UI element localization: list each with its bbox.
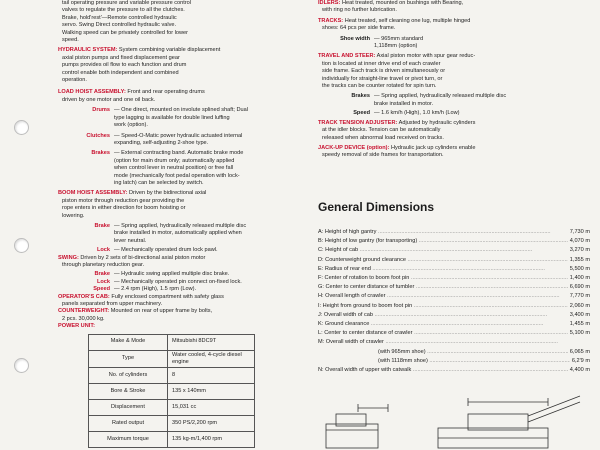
dimension-label: M: Overall width of crawler ..... (318, 338, 588, 347)
dimension-label: B: Height of low gantry (for transporting) ..... (318, 237, 568, 246)
dimension-value: 7,770 m (568, 292, 590, 301)
dimension-row (318, 283, 590, 292)
power-unit-table (88, 334, 255, 449)
brakes-spec: Brakes — External contracting band. Automatic brake mode (option for main drum only; automatically applied when control lever in neutral position) or free fall mode (mechanically foot pedal operation with lock- ing latch) can be selected by switch. (91, 150, 244, 186)
binder-hole (14, 238, 29, 253)
dimension-label: K: Ground clearance ..... (318, 320, 568, 329)
binder-hole (14, 358, 29, 373)
dimension-label: N: Overall width of upper with catwalk ..... (318, 366, 568, 375)
drums-spec: Drums — One direct, mounted on involute splined shaft; Dual type lagging is available for double lined luffing work (option). (92, 107, 249, 129)
dimension-row (318, 338, 590, 347)
swing-lock-spec: Lock — Mechanically operated pin connect on-fixed lock. (96, 278, 242, 285)
dimension-label: (with 965mm shoe) ..... (318, 348, 568, 357)
dimension-row (318, 348, 590, 357)
operators-cab-section: OPERATOR'S CAB: Fully enclosed compartment with safety glass panels separated from upper machinery. (58, 293, 224, 308)
travel-steer-section: TRAVEL AND STEER: Axial piston motor with spur gear reduc- tion is located at inner drive end of each crawler side frame. Each track is driven simultaneously or individually for straight-line travel or pivot turn, or the tracks can be counter rotated for spin turn. (318, 53, 476, 90)
dimension-label: F: Center of rotation to boom foot pin ..... (318, 274, 568, 283)
idlers-section: IDLERS: Heat treated, mounted on bushings with Bearing, with ring no further lubrication. (318, 0, 464, 14)
counterweight-section: COUNTERWEIGHT: Mounted on rear of upper frame by bolts, 2 pcs. 30,000 kg. (58, 308, 213, 322)
dimension-value: 7,730 m (568, 228, 590, 237)
crane-dimension-drawing (318, 394, 590, 450)
dimension-value: 2,060 m (568, 302, 590, 311)
binder-hole (14, 120, 29, 135)
table-row: Rated output 350 PS/2,200 rpm (89, 416, 255, 432)
dimension-value (588, 338, 590, 347)
dimension-row (318, 237, 590, 246)
shoe-width-spec: Shoe width — 965mm standard 1,118mm (option) (340, 35, 424, 50)
dimension-label: C: Height of cab ..... (318, 246, 568, 255)
load-hoist-section: LOAD HOIST ASSEMBLY: Front and rear operating drums driven by one motor and one oil back. (58, 89, 205, 103)
dimension-row (318, 265, 590, 274)
table-row: Maximum torque 135 kg-m/1,400 rpm (89, 432, 255, 448)
dimension-row (318, 292, 590, 301)
travel-speed-spec: Speed — 1.6 km/h (High), 1.0 km/h (Low) (353, 110, 460, 117)
dimension-row (318, 311, 590, 320)
dimension-row (318, 329, 590, 338)
swing-section: SWING: Driven by 2 sets of bi-directional axial piston motor through planetary reduction gear. (58, 254, 206, 268)
dimension-label: H: Overall length of crawler ..... (318, 292, 568, 301)
swing-brake-spec: Brake — Hydraulic swing applied multiple disc brake. (94, 271, 230, 278)
dimension-value: 3,400 m (568, 311, 590, 320)
left-column (58, 0, 302, 448)
dimension-value: 1,355 m (568, 256, 590, 265)
tracks-section: TRACKS: Heat treated, self cleaning one lug, multiple hinged shoes: 64 pcs per side frame. (318, 17, 471, 32)
dimensions-list (318, 228, 590, 375)
dimension-label: J: Overall width of cab ..... (318, 311, 568, 320)
dimension-row (318, 228, 590, 237)
dimension-value: 4,070 m (568, 237, 590, 246)
dimension-row (318, 357, 590, 366)
right-column (318, 0, 590, 160)
dimension-value: 3,270 m (568, 246, 590, 255)
dimension-label: G: Center to center distance of tumbler ..... (318, 283, 568, 292)
dimension-row (318, 302, 590, 311)
dimension-value: 5,100 m (568, 329, 590, 338)
table-row: Make & Mode Mitsubishi 8DC9T (89, 334, 255, 350)
swing-speed-spec: Speed — 2.4 rpm (High), 1.5 rpm (Low). (93, 286, 197, 293)
dimension-row (318, 320, 590, 329)
dimension-label: I: Height from ground to boom foot pin ..... (318, 302, 568, 311)
dimension-row (318, 366, 590, 375)
jack-up-section: JACK-UP DEVICE (option): Hydraulic jack up cylinders enable speedy removal of side frames for transportation. (318, 144, 476, 159)
table-row: Displacement 15,031 cc (89, 400, 255, 416)
dimension-row (318, 246, 590, 255)
table-row: No. of cylinders 8 (89, 368, 255, 384)
boom-hoist-section: BOOM HOIST ASSEMBLY: Driven by the bidirectional axial piston motor through reduction gear providing the rope enters in either direction for boom hoisting or lowering. (58, 190, 207, 219)
dimension-row (318, 274, 590, 283)
intro-text: tail operating pressure and variable pressure control valves to regulate the pressure to all the clutches. Brake, hold'rest'—Remote controlled hydraulic servo. Swing Direct controlled hydraulic valve. Walking speed can be privately controlled for lower speed. (62, 0, 192, 44)
table-row: Type Water cooled, 4-cycle diesel engine (89, 350, 255, 368)
power-unit-section: POWER UNIT: Make & Mode Mitsubishi 8DC9T Type Water cooled, 4-cycle diesel engine No. of cylinders 8 Bore & Stroke 135 x 140mm Displacement 15,031 cc Rated output 350 PS/2,200 rpm Maximum torque 135 kg-m/1,400 rpm (58, 323, 302, 448)
dimension-value: 1,400 m (568, 274, 590, 283)
boom-brake-spec: Brake — Spring applied, hydraulically released multiple disc brake installed in motor, automatically applied when lever neutral. (94, 222, 247, 244)
dimension-value: 6,065 m (568, 348, 590, 357)
dimension-value: 5,500 m (568, 265, 590, 274)
dimension-value: 6,2'9 m (570, 357, 590, 366)
dimension-label: (with 1118mm shoe) ..... (318, 357, 570, 366)
hydraulic-system-section: HYDRAULIC SYSTEM: System combining variable displacement axial piston pumps and fixed displacement gear pumps provides oil flow to each function and drum control enable both independent and combined operation. (58, 47, 221, 84)
dimension-value: 1,455 m (568, 320, 590, 329)
table-row: Bore & Stroke 135 x 140mm (89, 384, 255, 400)
general-dimensions-title: General Dimensions (318, 200, 435, 214)
travel-brakes-spec: Brakes — Spring applied, hydraulically released multiple disc brake installed in motor. (351, 93, 507, 107)
dimension-value: 4,400 m (568, 366, 590, 375)
track-tension-section: TRACK TENSION ADJUSTER: Adjusted by hydraulic cylinders at the idler blocks. Tension can be automatically released when abnormal load received on tracks. (318, 119, 476, 141)
dimension-label: E: Radius of rear end ..... (318, 265, 568, 274)
dimension-label: L: Center to center distance of crawler ..... (318, 329, 568, 338)
dimension-value: 6,690 m (568, 283, 590, 292)
clutches-spec: Clutches — Speed-O-Matic power hydraulic actuated internal expanding, self-adjusting 2-shoe type. (86, 132, 243, 146)
dimension-label: A: Height of high gantry ..... (318, 228, 568, 237)
drum-lock-spec: Lock — Mechanically operated drum lock pawl. (96, 247, 218, 254)
dimension-label: D: Counterweight ground clearance ..... (318, 256, 568, 265)
dimension-row (318, 256, 590, 265)
